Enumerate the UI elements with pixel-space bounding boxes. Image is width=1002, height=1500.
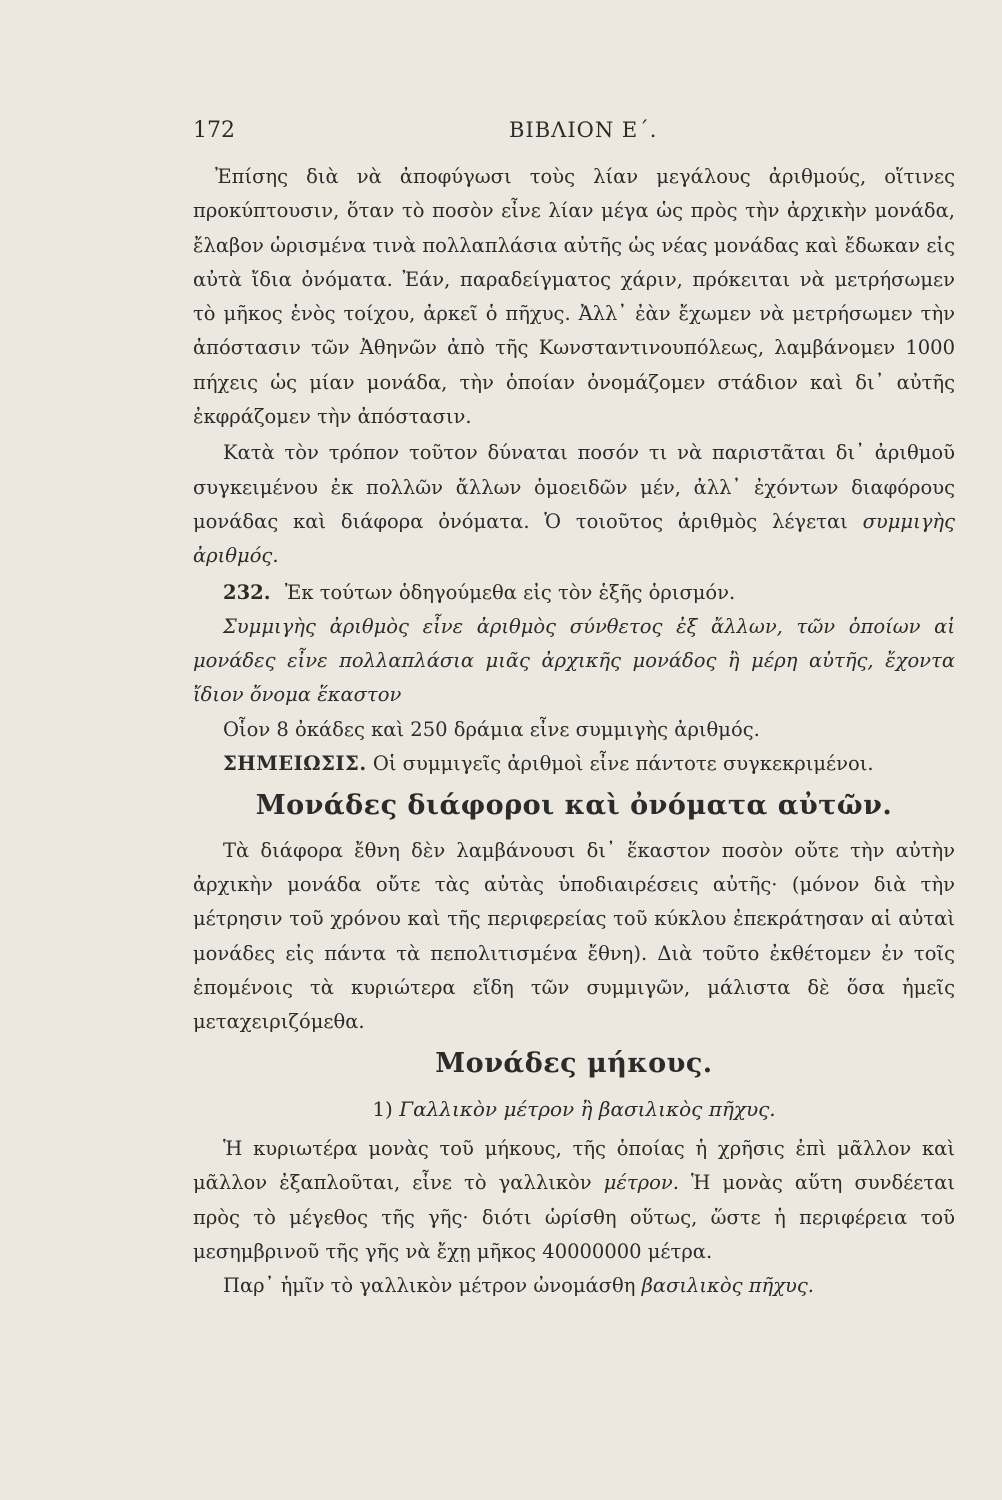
compound-number-paragraph	[193, 436, 955, 573]
section-heading-length-units: Μονάδες μήκους.	[435, 1048, 713, 1080]
page-body	[193, 160, 955, 1304]
royal-cubit-paragraph	[193, 1269, 955, 1303]
intro-paragraph: Ἐπίσης διὰ νὰ ἀποφύγωσι τοὺς λίαν μεγάλους ἀριθμούς, οἵτινες προκύπτουσιν, ὅταν τὸ ποσὸν εἶνε λίαν μέγα ὡς πρὸς τὴν ἀρχικὴν μονάδα, ἔλαβον ὡρισμένα τινὰ πολλαπλάσια αὐτῆς ὡς νέας μονάδας καὶ ἔδωκαν εἰς αὐτὰ ἴδια ὀνόματα. Ἐάν, παραδείγματος χάριν, πρόκειται νὰ μετρήσωμεν τὸ μῆκος ἑνὸς τοίχου, ἀρκεῖ ὁ πῆχυς. Ἀλλ᾿ ἐὰν ἔχωμεν νὰ μετρήσωμεν τὴν ἀπόστασιν τῶν Ἀθηνῶν ἀπὸ τῆς Κωνσταντινουπόλεως, λαμβάνομεν 1000 πήχεις ὡς μίαν μονάδα, τὴν ὁποίαν ὀνομάζομεν στάδιον καὶ δι᾿ αὐτῆς ἐκφράζομεν τὴν ἀπόστασιν.	[193, 165, 955, 429]
note-paragraph	[193, 747, 955, 781]
subsection-name: Γαλλικὸν μέτρον ἢ βασιλικὸς πῆχυς.	[399, 1096, 776, 1121]
section-heading-units: Μονάδες διάφοροι καὶ ὀνόματα αὐτῶν.	[255, 790, 893, 822]
example-paragraph: Οἷον 8 ὀκάδες καὶ 250 δράμια εἶνε συμμιγὴς ἀριθμός.	[223, 717, 760, 741]
royal-cubit-term: βασιλικὸς πῆχυς.	[641, 1274, 814, 1298]
royal-cubit-text: Παρ᾿ ἡμῖν τὸ γαλλικὸν μέτρον ὠνομάσθη	[223, 1274, 636, 1298]
compound-number-text: Κατὰ τὸν τρόπον τοῦτον δύναται ποσόν τι νὰ παριστᾶται δι᾿ ἀριθμοῦ συγκειμένου ἐκ πολλῶν ἄλλων ὁμοειδῶν μέν, ἀλλ᾿ ἐχόντων διαφόρους μονάδας καὶ διάφορα ὀνόματα. Ὁ τοιοῦτος ἀριθμὸς λέγεται	[193, 441, 955, 533]
definition-paragraph: Συμμιγὴς ἀριθμὸς εἶνε ἀριθμὸς σύνθετος ἐξ ἄλλων, τῶν ὁποίων αἱ μονάδες εἶνε πολλαπλάσια μιᾶς ἀρχικῆς μονάδος ἢ μέρη αὐτῆς, ἔχοντα ἴδιον ὄνομα ἕκαστον	[193, 614, 955, 707]
running-title: ΒΙΒΛΙΟΝ Ε΄.	[509, 118, 658, 142]
compound-number-term: συμμιγὴς ἀριθμός.	[193, 509, 955, 568]
page-header	[193, 118, 955, 148]
metre-term: μέτρον.	[603, 1171, 679, 1195]
page-number: 172	[193, 118, 235, 143]
rule-paragraph	[193, 576, 955, 610]
subsection-title	[193, 1092, 955, 1126]
units-paragraph: Τὰ διάφορα ἔθνη δὲν λαμβάνουσι δι᾿ ἕκαστον ποσὸν οὔτε τὴν αὐτὴν ἀρχικὴν μονάδα οὔτε τὰς αὐτὰς ὑποδιαιρέσεις αὐτῆς· (μόνον διὰ τὴν μέτρησιν τοῦ χρόνου καὶ τῆς περιφερείας τοῦ κύκλου ἐπεκράτησαν αἱ αὐταὶ μονάδες εἰς πάντα τὰ πεπολιτισμένα ἔθνη). Διὰ τοῦτο ἐκθέτομεν ἐν τοῖς ἑπομένοις τὰ κυριώτερα εἴδη τῶν συμμιγῶν, μάλιστα δὲ ὅσα ἡμεῖς μεταχειριζόμεθα.	[193, 838, 955, 1034]
rule-number: 232.	[223, 580, 271, 604]
note-label: ΣΗΜΕΙΩΣΙΣ.	[223, 752, 367, 776]
subsection-number: 1)	[372, 1096, 393, 1121]
note-text: Οἱ συμμιγεῖς ἀριθμοὶ εἶνε πάντοτε συγκεκριμένοι.	[372, 752, 874, 776]
rule-text: Ἐκ τούτων ὁδηγούμεθα εἰς τὸν ἑξῆς ὁρισμόν.	[284, 580, 736, 604]
metre-text-b: Ἡ μονὰς αὕτη συνδέεται πρὸς τὸ μέγεθος τῆς γῆς· διότι ὡρίσθη οὕτως, ὥστε ἡ περιφέρεια τοῦ μεσημβρινοῦ τῆς γῆς νὰ ἔχῃ μῆκος 40000000 μέτρα.	[193, 1171, 956, 1263]
metre-paragraph	[193, 1132, 955, 1269]
metre-text-a: Ἡ κυριωτέρα μονὰς τοῦ μήκους, τῆς ὁποίας ἡ χρῆσις ἐπὶ μᾶλλον καὶ μᾶλλον ἐξαπλοῦται, εἶνε τὸ γαλλικὸν	[193, 1137, 955, 1195]
